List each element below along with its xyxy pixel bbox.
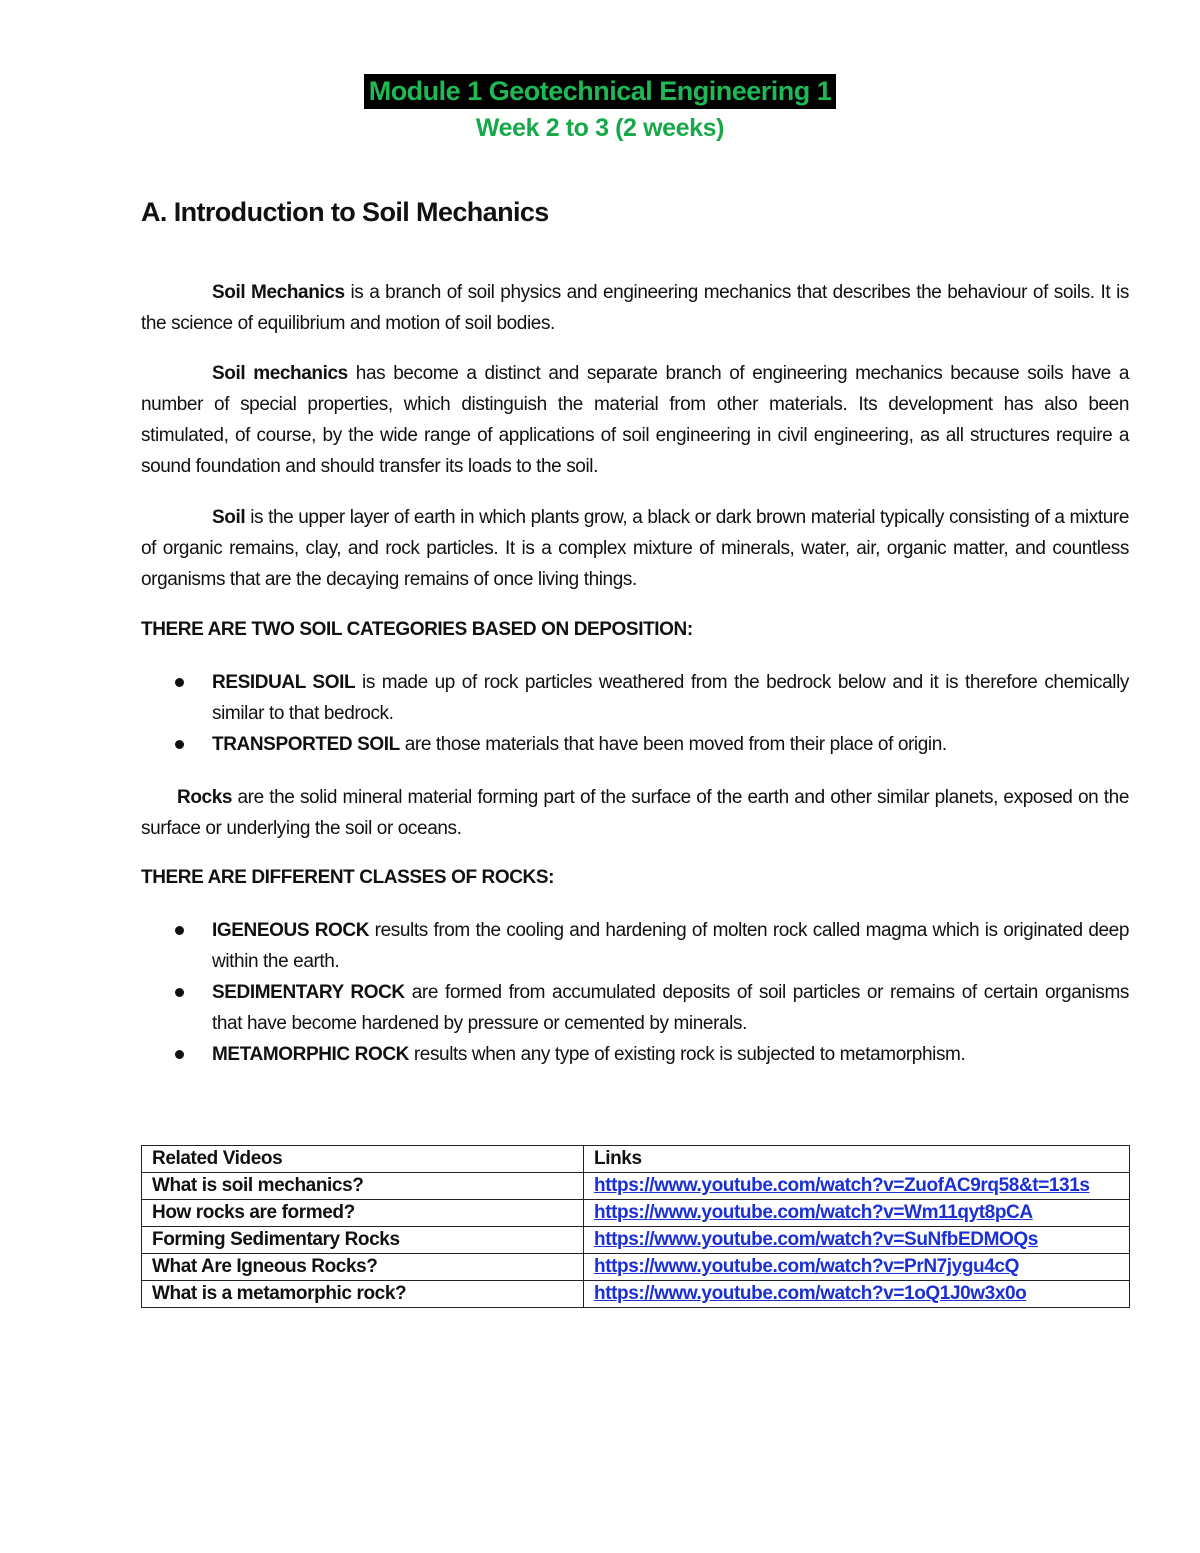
video-link-cell [584, 1200, 1130, 1227]
bullet-icon [175, 678, 184, 687]
term: Soil Mechanics [212, 282, 345, 303]
term: Soil mechanics [212, 363, 348, 384]
paragraph-soil-mechanics-definition [141, 277, 1129, 339]
related-videos-table [141, 1145, 1130, 1308]
video-title: How rocks are formed? [142, 1200, 584, 1227]
video-link-cell [584, 1173, 1130, 1200]
list-item [141, 1039, 1129, 1070]
video-link[interactable]: https://www.youtube.com/watch?v=ZuofAC9rq58&t=131s [594, 1175, 1090, 1196]
term: SEDIMENTARY ROCK [212, 982, 405, 1003]
video-title: Forming Sedimentary Rocks [142, 1227, 584, 1254]
term: TRANSPORTED SOIL [212, 734, 400, 755]
term: METAMORPHIC ROCK [212, 1044, 409, 1065]
table-row [142, 1254, 1130, 1281]
table-row [142, 1173, 1130, 1200]
paragraph-text: is a branch of soil physics and engineering mechanics that describes the behaviour of soils. It is the science of equilibrium and motion of soil bodies. [141, 282, 1130, 334]
paragraph-text: has become a distinct and separate branch of engineering mechanics because soils have a number of special properties, which distinguish the material from other materials. Its development has also been stimulated, of course, by the wide range of applications of soil engineering in civil engineering, as all structures require a sound foundation and should transfer its loads to the soil. [141, 363, 1129, 477]
column-header-videos: Related Videos [142, 1146, 584, 1173]
column-header-links: Links [584, 1146, 1130, 1173]
soil-categories-heading: THERE ARE TWO SOIL CATEGORIES BASED ON DEPOSITION: [141, 619, 693, 640]
term: RESIDUAL SOIL [212, 672, 356, 693]
list-item [141, 667, 1129, 729]
video-link-cell [584, 1281, 1130, 1308]
paragraph-text: is the upper layer of earth in which plants grow, a black or dark brown material typically consisting of a mixture of organic remains, clay, and rock particles. It is a complex mixture of minerals, water, air, organic matter, and countless organisms that are the decaying remains of once living things. [141, 507, 1129, 590]
item-text: are formed from accumulated deposits of soil particles or remains of certain organisms that have become hardened by pressure or cemented by minerals. [212, 982, 1129, 1034]
section-heading: A. Introduction to Soil Mechanics [141, 197, 549, 227]
list-item [141, 729, 1129, 760]
soil-categories-list [141, 667, 1129, 760]
video-link-cell [584, 1227, 1130, 1254]
item-text: results when any type of existing rock is subjected to metamorphism. [408, 1044, 966, 1065]
module-title: Module 1 Geotechnical Engineering 1 [364, 74, 837, 109]
bullet-icon [175, 1050, 184, 1059]
bullet-icon [175, 988, 184, 997]
item-text: are those materials that have been moved from their place of origin. [399, 734, 947, 755]
term: Rocks [177, 787, 233, 808]
week-subtitle: Week 2 to 3 (2 weeks) [475, 114, 725, 142]
bullet-icon [175, 926, 184, 935]
video-link[interactable]: https://www.youtube.com/watch?v=PrN7jygu4cQ [594, 1256, 1019, 1277]
bullet-icon [175, 740, 184, 749]
paragraph-text: are the solid mineral material forming part of the surface of the earth and other similar planets, exposed on the surface or underlying the soil or oceans. [141, 787, 1129, 839]
video-title: What Are Igneous Rocks? [142, 1254, 584, 1281]
list-item [141, 915, 1129, 977]
term: Soil [212, 507, 246, 528]
list-item [141, 977, 1129, 1039]
paragraph-rocks-definition [141, 782, 1129, 844]
table-row [142, 1200, 1130, 1227]
video-title: What is soil mechanics? [142, 1173, 584, 1200]
video-link[interactable]: https://www.youtube.com/watch?v=Wm11qyt8pCA [594, 1202, 1033, 1223]
rock-classes-heading: THERE ARE DIFFERENT CLASSES OF ROCKS: [141, 867, 555, 888]
video-title: What is a metamorphic rock? [142, 1281, 584, 1308]
video-link-cell [584, 1254, 1130, 1281]
paragraph-soil-definition [141, 502, 1129, 595]
paragraph-soil-mechanics-branch [141, 358, 1129, 482]
item-text: is made up of rock particles weathered from the bedrock below and it is therefore chemically similar to that bedrock. [212, 672, 1130, 724]
item-text: results from the cooling and hardening of molten rock called magma which is originated deep within the earth. [212, 920, 1129, 972]
video-link[interactable]: https://www.youtube.com/watch?v=1oQ1J0w3x0o [594, 1283, 1027, 1304]
table-row [142, 1227, 1130, 1254]
title-wrapper [0, 74, 1200, 109]
rock-classes-list [141, 915, 1129, 1070]
table-header-row [142, 1146, 1130, 1173]
table-row [142, 1281, 1130, 1308]
term: IGENEOUS ROCK [212, 920, 370, 941]
video-link[interactable]: https://www.youtube.com/watch?v=SuNfbEDMOQs [594, 1229, 1038, 1250]
